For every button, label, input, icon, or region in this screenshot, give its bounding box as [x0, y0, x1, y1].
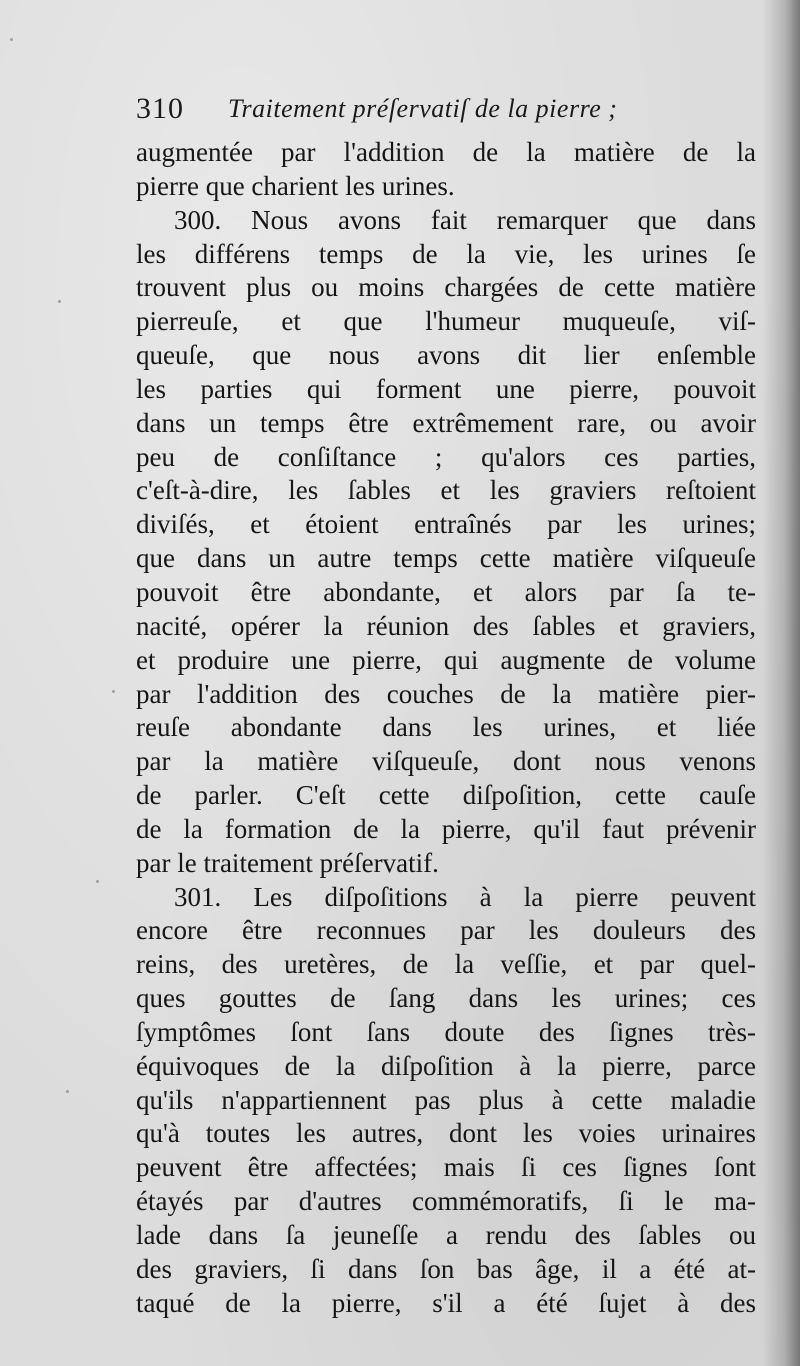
text-line: qu'ils n'appartiennent pas plus à cette maladie: [136, 1084, 756, 1115]
text-line: par le traitement préſervatif.: [136, 847, 439, 878]
text-line: dans un temps être extrêmement rare, ou avoir: [136, 407, 756, 438]
text-line: queuſe, que nous avons dit lier enſemble: [136, 340, 756, 371]
text-line: les parties qui forment une pierre, pouvoit: [136, 373, 756, 404]
text-line: trouvent plus ou moins chargées de cette matière: [136, 272, 756, 303]
text-line: ſymptômes ſont ſans doute des ſignes très-: [136, 1016, 756, 1047]
text-line: nacité, opérer la réunion des ſables et graviers,: [136, 610, 756, 641]
text-line: par l'addition des couches de la matière pier-: [136, 678, 756, 709]
text-line: que dans un autre temps cette matière viſqueuſe: [136, 543, 756, 574]
text-line: reuſe abondante dans les urines, et liée: [136, 712, 756, 743]
text-line: pierre que charient les urines.: [136, 170, 455, 201]
text-line: équivoques de la diſpoſition à la pierre, parce: [136, 1050, 756, 1081]
text-line: 301. Les diſpoſitions à la pierre peuvent: [174, 881, 756, 912]
text-line: par la matière viſqueuſe, dont nous venons: [136, 746, 756, 777]
text-line: étayés par d'autres commémoratifs, ſi le ma-: [136, 1186, 756, 1217]
text-line: peu de conſiſtance ; qu'alors ces parties,: [136, 441, 756, 472]
text-line: 300. Nous avons fait remarquer que dans: [174, 204, 756, 235]
text-line: taqué de la pierre, s'il a été ſujet à des: [136, 1287, 756, 1318]
text-line: ques gouttes de ſang dans les urines; ces: [136, 983, 756, 1014]
text-line: peuvent être affectées; mais ſi ces ſignes ſont: [136, 1152, 756, 1183]
body-text: [136, 136, 756, 1321]
text-line: qu'à toutes les autres, dont les voies urinaires: [136, 1118, 756, 1149]
text-line: reins, des uretères, de la veſſie, et par quel-: [136, 949, 756, 980]
text-line: c'eſt-à-dire, les ſables et les graviers reſtoient: [136, 475, 756, 506]
text-line: des graviers, ſi dans ſon bas âge, il a été at-: [136, 1253, 756, 1284]
text-line: de parler. C'eſt cette diſpoſition, cette cauſe: [136, 780, 756, 811]
text-line: de la formation de la pierre, qu'il faut prévenir: [136, 813, 756, 844]
text-line: augmentée par l'addition de la matière de la: [136, 137, 756, 167]
page-number: 310: [136, 92, 184, 125]
running-title: Traitement préſervatiſ de la pierre ;: [228, 94, 618, 123]
text-line: encore être reconnues par les douleurs des: [136, 915, 756, 946]
text-line: pouvoit être abondante, et alors par ſa te-: [136, 576, 756, 607]
text-line: les différens temps de la vie, les urines ſe: [136, 238, 756, 269]
text-line: et produire une pierre, qui augmente de volume: [136, 644, 756, 675]
text-line: pierreuſe, et que l'humeur muqueuſe, viſ-: [136, 306, 756, 337]
text-line: lade dans ſa jeuneſſe a rendu des ſables ou: [136, 1220, 756, 1250]
page-header: [136, 92, 776, 132]
text-line: diviſés, et étoient entraînés par les urines;: [136, 509, 756, 540]
